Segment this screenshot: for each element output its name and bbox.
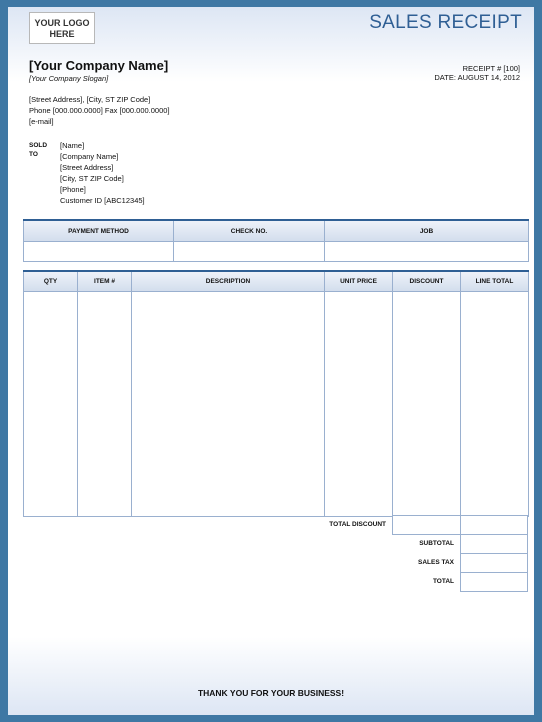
- payment-method-cell[interactable]: [24, 242, 174, 262]
- payment-row: [24, 242, 529, 262]
- sales-tax-label: SALES TAX: [418, 559, 454, 566]
- payment-header-row: [24, 220, 529, 242]
- sold-to-label: [29, 141, 47, 159]
- logo-placeholder: YOUR LOGO HERE: [29, 12, 95, 44]
- item-number-column[interactable]: [78, 292, 132, 517]
- thank-you-message: THANK YOU FOR YOUR BUSINESS!: [197, 688, 345, 698]
- item-number-header: ITEM #: [78, 271, 132, 292]
- company-slogan: [Your Company Slogan]: [29, 74, 109, 83]
- unit-price-column[interactable]: [325, 292, 393, 517]
- payment-method-header: PAYMENT METHOD: [24, 220, 174, 242]
- receipt-page: [8, 7, 534, 715]
- description-header: DESCRIPTION: [132, 271, 325, 292]
- receipt-number: RECEIPT # [100]: [462, 64, 520, 73]
- customer-phone: [Phone]: [60, 185, 86, 194]
- items-table: [23, 270, 529, 517]
- customer-city: [City, ST ZIP Code]: [60, 174, 124, 183]
- customer-name: [Name]: [60, 141, 85, 150]
- customer-company: [Company Name]: [60, 152, 119, 161]
- company-phone-fax: Phone [000.000.0000] Fax [000.000.0000]: [29, 106, 170, 115]
- unit-price-header: UNIT PRICE: [325, 271, 393, 292]
- check-no-header: CHECK NO.: [174, 220, 325, 242]
- sold-label-line2: TO: [29, 151, 38, 158]
- payment-table: [23, 219, 529, 262]
- subtotal-field[interactable]: [460, 534, 528, 554]
- company-address: [Street Address], [City, ST ZIP Code]: [29, 95, 151, 104]
- total-discount-spacer: [460, 515, 528, 535]
- subtotal-label: SUBTOTAL: [419, 540, 454, 547]
- total-discount-label: TOTAL DISCOUNT: [329, 521, 386, 528]
- company-contact: [29, 94, 170, 127]
- items-header-row: [24, 271, 529, 292]
- check-no-cell[interactable]: [174, 242, 325, 262]
- company-name: [Your Company Name]: [29, 58, 169, 73]
- discount-header: DISCOUNT: [393, 271, 461, 292]
- job-cell[interactable]: [325, 242, 529, 262]
- items-body-row: [24, 292, 529, 517]
- customer-id: Customer ID [ABC12345]: [60, 196, 145, 205]
- discount-column[interactable]: [393, 292, 461, 517]
- sold-label-line1: SOLD: [29, 142, 48, 149]
- description-column[interactable]: [132, 292, 325, 517]
- document-title: SALES RECEIPT: [369, 12, 522, 33]
- sales-tax-field[interactable]: [460, 553, 528, 573]
- total-discount-field[interactable]: [392, 515, 461, 535]
- customer-street: [Street Address]: [60, 163, 114, 172]
- sold-to-block: [60, 140, 145, 206]
- qty-column[interactable]: [24, 292, 78, 517]
- company-email: [e-mail]: [29, 117, 54, 126]
- receipt-date: DATE: AUGUST 14, 2012: [434, 73, 520, 82]
- line-total-column[interactable]: [461, 292, 529, 517]
- qty-header: QTY: [24, 271, 78, 292]
- total-label: TOTAL: [432, 578, 454, 585]
- job-header: JOB: [325, 220, 529, 242]
- total-field[interactable]: [460, 572, 528, 592]
- line-total-header: LINE TOTAL: [461, 271, 529, 292]
